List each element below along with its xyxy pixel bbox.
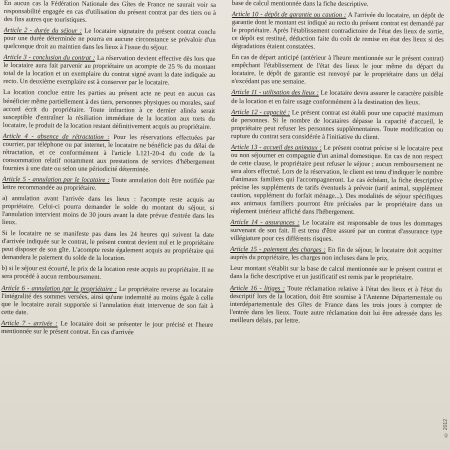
paragraph [232,0,444,10]
article-title: Article 10 - dépôt de garantie ou caution : [231,11,347,19]
paragraph [230,284,442,326]
article-body: En aucun cas la Fédération Nationale des Gîtes de France ne saurait voir sa responsabilité engagée en cas d'utilisation du présent contrat par des tiers ou à des fins autres que touristiques. [3,0,216,24]
paragraph [230,144,443,218]
paragraph [2,195,214,229]
article-body: Leur montant s'établit sur la base de calcul mentionnée sur le présent contrat et dans la fiche descriptive et un justificatif est remis par le propriétaire. [230,265,443,282]
article-body: a) annulation avant l'arrivée dans les lieux : l'acompte reste acquis au propriétaire. Celui-ci pourra demander le solde du montant du séjour, si l'annulation intervient moins de 30 jours avant la date prévue d'entrée dans les lieux. [2,195,215,227]
article-title: Article 4 - absence de rétractation : [2,132,110,141]
article-body: Le locataire devra assurer le caractère paisible de la location et en faire usage conformément à la destination des lieux. [231,90,444,106]
paragraph [2,176,214,194]
article-body: Le propriétaire reverse au locataire l'intégralité des sommes versées, ainsi qu'une indemnité au moins égale à celle que le locataire aurait supportée si l'annulation était intervenue de son fait à cette date. [1,285,214,316]
article-title: Article 11 - utilisation des lieux : [231,89,319,98]
paragraph [231,54,443,88]
article-body: Si le locataire ne se manifeste pas dans les 24 heures qui suivent la date d'arrivée indiquée sur le contrat, le présent contrat devient nul et le propriétaire peut disposer de son gîte. L'acompte reste également acquis au propriétaire qui demandera le paiement du solde de la location. [1,230,214,263]
article-body: Toute annulation doit être notifiée par lettre recommandée au propriétaire. [2,176,215,192]
paragraph [4,0,216,26]
article-body: A l'arrivée du locataire, un dépôt de garantie dont le montant est indiqué au recto du présent contrat est demandé par le propriétaire. Après l'établissement contradictoire de l'état des lieux de sortie, ce dépôt est restitué, déduction faite du coût de remise en état des lieux si des dégradations étaient constatées. [231,11,444,51]
copyright-label: © 2012 [443,419,449,438]
article-title: Article 5 - annulation par le locataire : [2,175,110,184]
article-body: En fin de séjour, le locataire doit acquitter auprès du propriétaire, les charges non incluses dans le prix. [230,246,443,263]
article-title: Article 12 - capacité : [231,108,291,116]
paragraph [4,27,216,53]
article-body: Le locataire doit se présenter le jour précisé et l'heure mentionnée sur le présent contrat. En cas d'arrivée [1,320,214,336]
paragraph [2,265,214,283]
article-title: Article 13 - accueil des animaux : [230,143,322,152]
article-title: Article 7 - arrivée : [1,319,58,328]
left-column [1,0,216,341]
article-body: Pour les réservations effectuées par courrier, par téléphone ou par internet, le locataire ne bénéficie pas du délai de rétractation, et ce conformément à l'article L121-20-4 du code de la consommation relatif notamment aux prestations de services d'hébergement fournies à une date ou selon une périodicité déterminée. [2,133,215,174]
paragraph [231,89,443,107]
article-body: La réservation devient effective dès lors que le locataire aura fait parvenir au propriétaire un acompte de 25 % du montant total de la location et un exemplaire du contrat signé avant la date indiquée au recto. Un deuxième exemplaire est à conserver par le locataire. [3,55,216,87]
article-body: Toute réclamation relative à l'état des lieux et à l'état du descriptif lors de la location, doit être soumise à l'Antenne Départementale ou interdépartementale des Gîtes de France dans les trois jours à compter de l'entrée dans les lieux. Toute autre réclamation doit lui être adressée dans les meilleurs délais, par lettre. [229,284,443,325]
paragraph [230,219,442,245]
article-title: Article 14 - assurances : [230,219,300,227]
article-body: Le présent contrat est établi pour une capacité maximum de personnes. Si le nombre de locataires dépasse la capacité d'accueil, le propriétaire peut refuser les personnes supplémentaires. Toute modification ou rupture du contrat sera considérée à l'initiative du client. [231,108,444,141]
paragraph [231,109,443,143]
article-body: Le locataire est responsable de tous les dommages survenant de son fait. Il est tenu d'être assuré par un contrat d'assurance type villégiature pour ces différents risques. [230,219,443,243]
article-body: b) si le séjour est écourté, le prix de la location reste acquis au propriétaire. Il ne sera procédé à aucun remboursement. [1,265,214,282]
article-title: Article 15 - paiement des charges : [230,246,326,254]
paragraph [1,320,213,338]
paragraph [230,265,442,283]
article-body: En cas de départ anticipé (antérieur à l'heure mentionnée sur le présent contrat) empêchant l'établissement de l'état des lieux le jour même du départ du locataire, le dépôt de garantie est renvoyé par le propriétaire dans un délai n'excédant pas une semaine. [231,54,444,86]
paragraph [230,246,442,264]
paragraph [1,284,213,318]
article-body: Le présent contrat précise si le locataire peut ou non séjourner en compagnie d'un animal domestique. En cas de non respect de cette clause, le propriétaire peut refuser le séjour ; aucun remboursement ne sera alors effectué. Lors de la réservation, le client est tenu d'indiquer le nombre d'animaux familiers qui l'accompagneront. Le cas échéant, la fiche descriptive précise les suppléments de tarifs éventuels à prévoir (tarif animal, supplément caution, supplément du forfait ménage...). Des modalités de séjour spécifiques aux animaux familiers pourront être précisées par le propriétaire dans un règlement intérieur affiché dans l'hébergement. [230,144,443,216]
article-body: base de calcul mentionnée dans la fiche descriptive. [231,0,369,8]
paragraph [3,54,215,88]
article-title: Article 16 - litiges : [229,284,285,292]
article-body: La location conclue entre les parties au présent acte ne peut en aucun cas bénéficier même partiellement à des tiers, personnes physiques ou morales, sauf accord écrit du propriétaire. Toute infraction à ce dernier alinéa serait susceptible d'entraîner la résiliation immédiate de la location aux torts du locataire, le produit de la location restant définitivement acquis au propriétaire. [2,89,216,131]
paragraph [3,89,215,131]
paragraph [2,133,214,175]
article-title: Article 2 - durée du séjour : [3,27,83,35]
article-title: Article 6 - annulation par le propriétaire : [1,284,117,293]
article-body: Le locataire signataire du présent contrat conclu pour une durée déterminée ne pourra en aucune circonstance se prévaloir d'un quelconque droit au maintien dans les lieux à l'issue du séjour. [3,27,216,52]
article-title: Article 3 - conclusion du contrat : [3,54,96,63]
paragraph [232,11,444,53]
right-column [230,0,444,329]
paragraph [2,230,214,264]
